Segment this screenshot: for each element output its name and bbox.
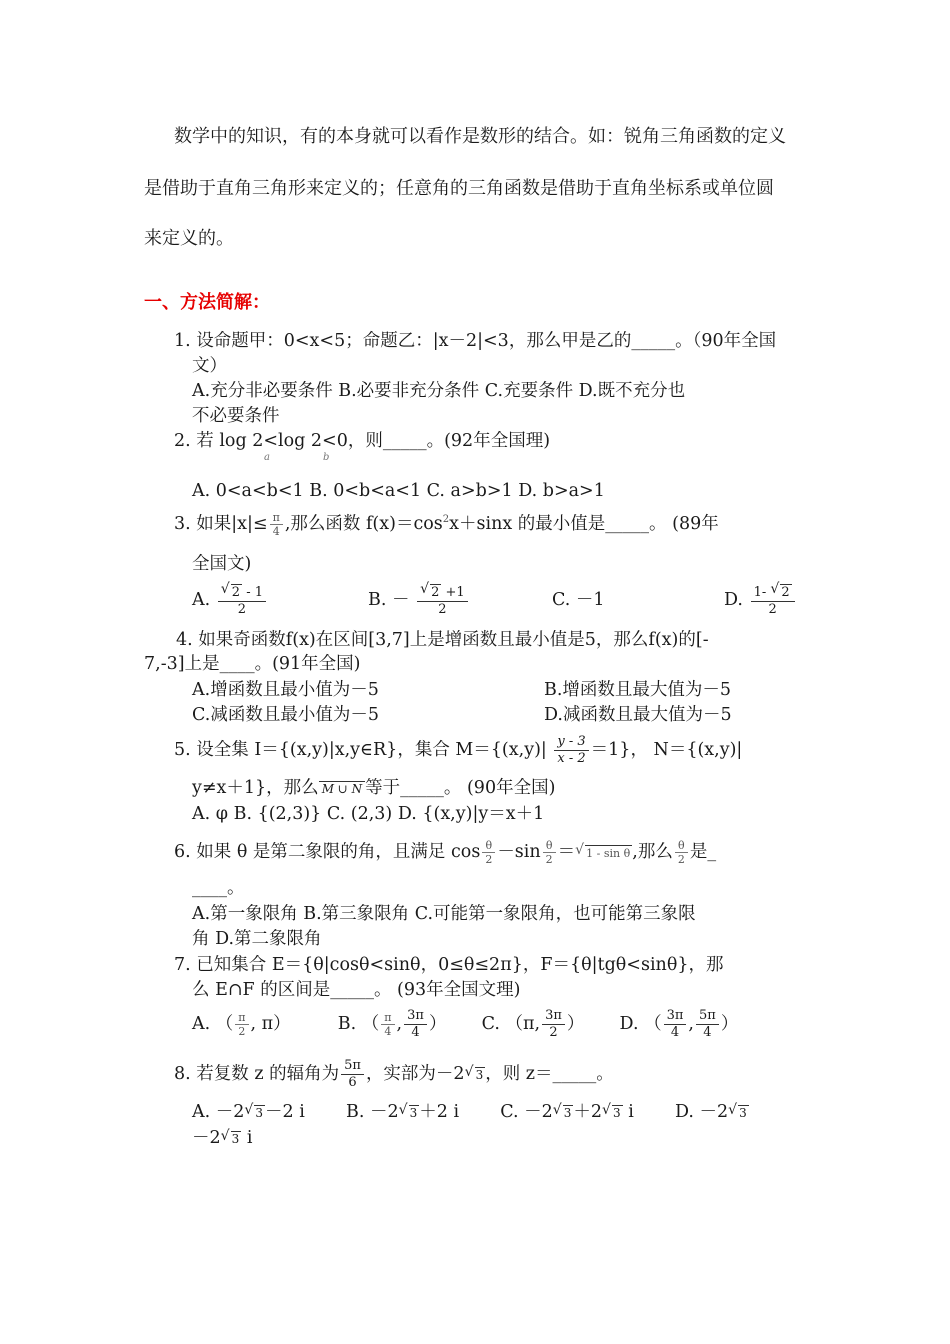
q3-option-d: D. $\frac{1- √ 2}{2}$ — [724, 580, 797, 620]
3pi-over-4: $\frac{3\pi}{4}$ — [404, 1008, 427, 1041]
q2-options: A. 0<a<b<1 B. 0<b<a<1 C. a>b>1 D. b>a>1 — [192, 481, 605, 501]
complement-m-union-n: M ∪ N — [319, 781, 365, 796]
q2-stem: 2. 若 log 2<log 2<0，则_____。(92年全国理) — [174, 431, 551, 451]
5pi-over-6: $\frac{5\pi}{6}$ — [341, 1058, 364, 1091]
q4-option-c: C.减函数且最小值为－5 — [192, 705, 379, 725]
theta-over-2: $\frac{\theta}{2}$ — [482, 839, 495, 866]
q3-stem-cont: 全国文) — [192, 554, 252, 574]
pi-over-4: $\frac{\pi}{4}$ — [381, 1011, 394, 1038]
pi-over-2: $\frac{\pi}{2}$ — [235, 1011, 248, 1038]
theta-over-2: $\frac{\theta}{2}$ — [543, 839, 556, 866]
intro-line-3: 来定义的。 — [144, 228, 234, 249]
q1-stem: 1. 设命题甲：0<x<5；命题乙：|x－2|<3，那么甲是乙的_____。（90年全国 — [174, 331, 777, 351]
section-title: 一、方法简解： — [144, 292, 270, 313]
q6-options: A.第一象限角 B.第三象限角 C.可能第一象限角，也可能第三象限 — [192, 904, 696, 924]
intro-line-2: 是借助于直角三角形来定义的；任意角的三角函数是借助于直角坐标系或单位圆 — [144, 178, 774, 199]
theta-over-2: $\frac{\theta}{2}$ — [675, 839, 688, 866]
5pi-over-4: $\frac{5\pi}{4}$ — [696, 1008, 719, 1041]
q8-stem: 8. 若复数 z 的辐角为 $\frac{5\pi}{6}$ ，实部为－2√ 3 ，则 z＝_____。 — [174, 1054, 614, 1094]
q4-option-b: B.增函数且最大值为－5 — [544, 680, 732, 700]
q8-options-cont: －2√ 3 i — [192, 1126, 252, 1150]
frac-y3-x2: $\frac{y - 3}{x - 2}$ — [554, 734, 588, 767]
intro-line-1: 数学中的知识，有的本身就可以看作是数形的结合。如：锐角三角函数的定义 — [174, 126, 786, 147]
q2-sub-a: a — [264, 452, 270, 463]
q4-option-a: A.增函数且最小值为－5 — [192, 680, 379, 700]
q6-stem: 6. 如果 θ 是第二象限的角，且满足 cos $\frac{\theta}{2}$ －sin $\frac{\theta}{2}$ ＝√ 1 - sin θ ,那么 $\frac{\theta}{2}$ 是_ — [174, 832, 716, 872]
q1-options: A.充分非必要条件 B.必要非充分条件 C.充要条件 D.既不充分也 — [192, 381, 686, 401]
frac-d: $\frac{1- √ 2}{2}$ — [751, 584, 795, 618]
q6-stem-cont: ____。 — [192, 878, 245, 898]
q5-stem: 5. 设全集 I＝{(x,y)|x,y∈R}，集合 M＝{(x,y)| $\frac{y - 3}{x - 2}$ ＝1}， N＝{(x,y)| — [174, 734, 743, 766]
q4-stem-cont: 7,-3]上是____。(91年全国) — [144, 654, 361, 674]
q7-options: A. （ $\frac{\pi}{2}$ , π） B. （ $\frac{\pi}{4}$ , $\frac{3\pi}{4}$ ） C. （π, $\frac{3\pi}{2}$ ） D. （ $\frac{3\pi}{4}$ , $\frac{5\pi}{4}$ ） — [192, 1008, 739, 1040]
q5-options: A. φ B. {(2,3)} C. (2,3) D. {(x,y)|y＝x＋1 — [192, 804, 545, 824]
q8-options: A. －2√ 3 －2 i B. －2√ 3 ＋2 i C. －2√ 3 ＋2√ 3 i D. －2√ 3 — [192, 1100, 749, 1124]
3pi-over-4: $\frac{3\pi}{4}$ — [664, 1008, 687, 1041]
3pi-over-2: $\frac{3\pi}{2}$ — [542, 1008, 565, 1041]
pi-over-4: $\frac{\pi}{4}$ — [270, 511, 283, 538]
q7-stem-cont: 么 E∩F 的区间是_____。 (93年全国文理) — [192, 980, 521, 1000]
frac-a: √ $\frac{2 - 1}{2}$ — [218, 584, 266, 618]
q7-stem: 7. 已知集合 E＝{θ|cosθ<sinθ，0≤θ≤2π}，F＝{θ|tgθ<sinθ}，那 — [174, 955, 724, 975]
q6-options-cont: 角 D.第二象限角 — [192, 929, 322, 949]
q4-option-d: D.减函数且最大值为－5 — [544, 705, 732, 725]
q4-stem: 4. 如果奇函数f(x)在区间[3,7]上是增函数且最小值是5，那么f(x)的[- — [176, 630, 709, 650]
q3-stem: 3. 如果|x|≤ $\frac{\pi}{4}$ ,那么函数 $f(x)=\cos^2x+\sin x$ 的最小值是_____。 (89年 — [174, 511, 719, 538]
q3-option-c: C. －1 — [552, 590, 605, 610]
q1-options-cont: 不必要条件 — [192, 406, 280, 426]
q1-stem-cont: 文） — [192, 356, 227, 376]
q5-stem-cont: y≠x＋1}，那么 M ∪ N 等于_____。 (90年全国) — [192, 778, 556, 798]
q3-option-a: A. √ $\frac{2 - 1}{2}$ — [192, 580, 268, 620]
frac-b: √ $\frac{2 +1}{2}$ — [417, 584, 468, 618]
q2-sub-b: b — [323, 452, 330, 463]
q3-option-b: B. － √ $\frac{2 +1}{2}$ — [368, 580, 470, 620]
sqrt-1-sin-theta: √ 1 - sin θ — [585, 845, 632, 861]
